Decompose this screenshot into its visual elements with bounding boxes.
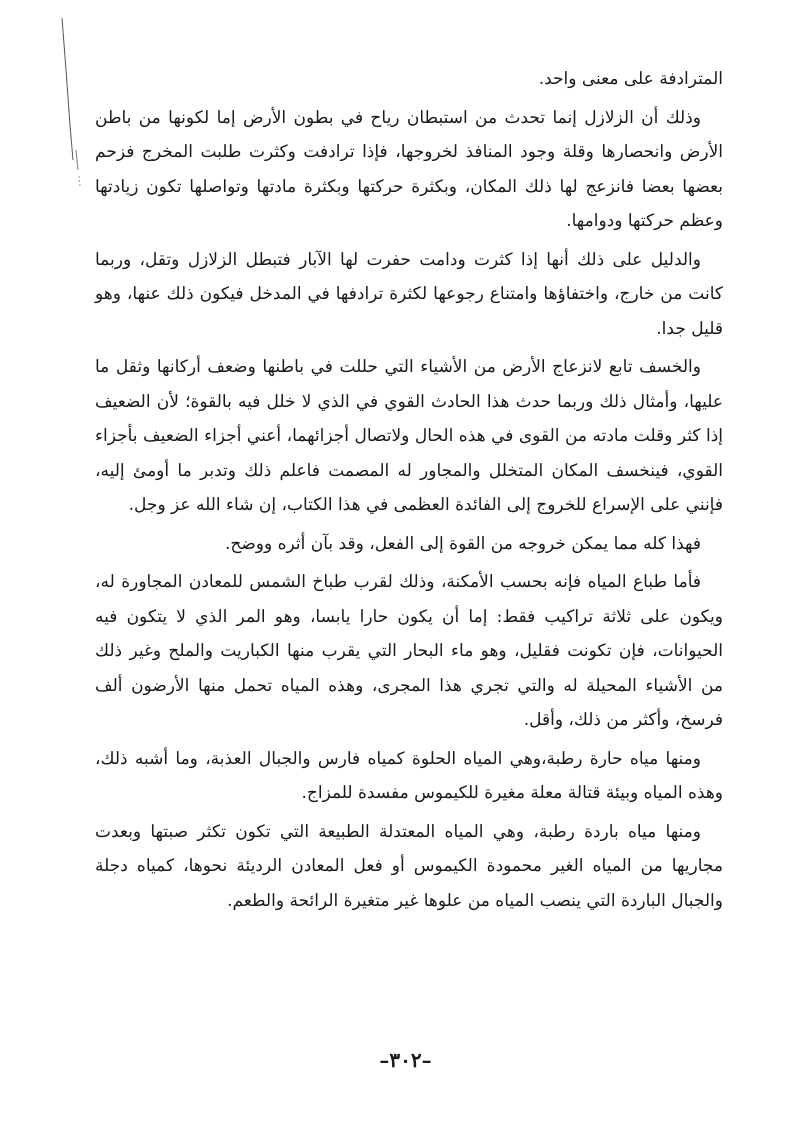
paragraph-1: المترادفة على معنى واحد. <box>538 69 723 89</box>
body-text <box>95 62 723 922</box>
page-number: –٣٠٢– <box>379 1048 432 1072</box>
paragraph-8: ومنها مياه باردة رطبة، وهي المياه المعتدلة الطبيعة التي تكون تكثر صبتها وبعدت مجاريها من المياه الغير محمودة الكيموس أو فعل المعادن الرديئة نحوها، كمياه دجلة والجبال الباردة التي ينصب المياه من علوها غير متغيرة الرائحة والطعم. <box>95 821 723 911</box>
paragraph-5: فهذا كله مما يمكن خروجه من القوة إلى الفعل، وقد بآن أثره ووضح. <box>224 533 701 554</box>
margin-pencil-mark <box>0 0 100 220</box>
paragraph-2: وذلك أن الزلازل إنما تحدث من استبطان رياح في بطون الأرض إما لكونها من باطن الأرض وانحصارها وقلة وجود المنافذ لخروجها، فإذا ترادفت وكثرت طلبت المخرج فزحم بعضها بعضا فانزعج لها ذلك المكان، وبكثرة حركتها وبكثرة مادتها وتواصلها تكون زيادتها وعظم حركتها ودوامها. <box>95 107 723 231</box>
paragraph-6: فأما طباع المياه فإنه بحسب الأمكنة، وذلك لقرب طباخ الشمس للمعادن المجاورة له، ويكون على ثلاثة تراكيب فقط: إما أن يكون حارا يابسا، وهو المر الذي لا يتكون فيه الحيوانات، فإن تكونت فقليل، وهو ماء البحار التي يقرب منها الكباريت والملح وغير ذلك من الأشياء المحيلة له والتي تجري هذا المجرى، وهذه المياه تحمل منها الأرضون ألف فرسخ، وأكثر من ذلك، وأقل. <box>95 572 723 730</box>
paragraph-3: والدليل على ذلك أنها إذا كثرت ودامت حفرت لها الآبار فتبطل الزلازل وتقل، وربما كانت من خارج، واختفاؤها وامتناع رجوعها لكثرة ترادفها في المدخل فيكون ذلك عنها، وهو قليل جدا. <box>95 249 723 339</box>
paragraph-7: ومنها مياه حارة رطبة،وهي المياه الحلوة كمياه فارس والجبال العذبة، وما أشبه ذلك، وهذه المياه وبيئة قتالة معلة مغيرة للكيموس مفسدة للمزاج. <box>95 748 723 803</box>
paragraph-4: والخسف تابع لانزعاج الأرض من الأشياء التي حللت في باطنها وضعف أركانها وثقل ما عليها، وأمثال ذلك وربما حدث هذا الحادث القوي في الذي لا خلل فيه بالقوة؛ لأن الضعيف إذا كثر وقلت مادته من القوى في هذه الحال ولاتصال أجزائهما، أعني أجزاء الضعيف بأجزاء القوي، فينخسف المكان المتخلل والمجاور له المصمت فاعلم ذلك وتدبر ما أومئ إليه، فإنني على الإسراع للخروج إلى الفائدة العظمى في هذا الكتاب، إن شاء الله عز وجل. <box>95 357 723 515</box>
